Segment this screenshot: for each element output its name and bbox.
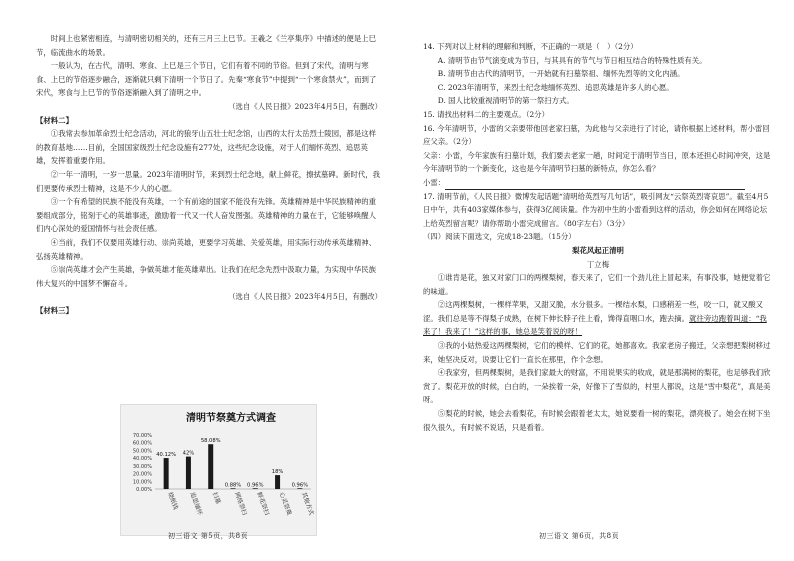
chart-title: 清明节祭奠方式调查 [186,413,276,424]
bar [231,488,236,489]
article-paragraph: ①谁肯是花，独又对家门口的两棵梨树，春天来了，它们一个劲儿往上冒起来，有事没事，她便觉着它的味道。 [423,273,771,296]
option-d: D. 国人比较重视清明节的第一祭扫方式。 [437,96,574,106]
data-label: 42% [182,450,195,457]
dialog-text: 父亲：小雷，今年家族有扫墓计划，我们要去老家一趟，时间定于清明节当日，原本还担心时间冲突，这是今年清明节的一个新变化，这也是今年清明节扫墓的新特点，你怎么看？ [423,150,771,174]
page-footer: 初三语文 第5页，共8页 [168,532,249,540]
article-author: 丁立梅 [586,259,610,269]
category-label: 心灵祭奠 [277,491,293,517]
bar [275,475,280,489]
answer-label: 小雷： [423,177,446,187]
y-tick-label: 50.00% [132,448,152,455]
page-footer: 初三语文 第6页，共8页 [539,532,620,540]
right-page-text [423,40,773,434]
paragraph: 一般认为，在古代，清明、寒食、上巳是三个节日，它们有着不同的节俗。但到了宋代，清明与寒食、上巳的节俗逐步融合，逐渐就只剩下清明一个节日了。先秦“寒食节”中提到“一个寒食禁火”，而到了宋代，寒食与上巳节的节俗逐渐融入到了清明之中。 [36,61,377,98]
question-14: 14. 下列对以上材料的理解和判断，不正确的一项是（ ）（2分） [423,42,638,51]
question-15: 15. 请找出材料二的主要观点。（2分） [423,109,549,119]
bar [297,488,302,489]
survey-chart-svg [121,405,316,535]
data-label: 18% [271,469,284,476]
category-label: 其他方式 [299,491,315,517]
material-2-title: 【材料二】 [36,115,73,125]
category-label: 扫墓 [210,491,222,505]
article-paragraph: ③我的小姑热爱这两棵梨树，它们的模样、它们的花，她都喜欢。我家老房子搬迁，父亲想把梨树移过来，她坚决反对，说要让它们一直长在那里，作个念想。 [423,341,771,364]
question-17: 17. 清明节前，《人民日报》微博发起话题“清明给英烈写几句话”，吸引网友“云祭英烈寄哀思”。截至4月5日中午，共有403家媒体参与，获得3亿阅读量。作为初中生的小雷看到这样的活动，你会如何在网络论坛上给英烈留言呢？请你帮助小雷完成留言。（80字左右）（3分） [423,191,769,228]
answer-line [423,176,773,190]
y-tick-label: 30.00% [132,463,152,470]
paragraph: ④当前，我们不仅要用英雄行动、崇尚英雄，更要学习英雄、关爱英雄，用实际行动传承英雄精神、弘扬英雄精神。 [36,237,376,261]
y-tick-label: 10.00% [132,479,152,486]
paragraph: 时间上也紧密相连，与清明密切相关的，还有三月三上巳节。王羲之《兰亭集序》中描述的便是上巳节，临流曲水的场景。 [36,34,376,57]
article-paragraph: ④我家穷，但两棵梨树，是我们家最大的财富，不用说果实的收成，就是那满树的梨花，也足够我们欣赏了。梨花开放的时候，白白的，一朵挨着一朵，好像下了雪似的，村里人都说，这是“雪中梨花”，真是美呀。 [423,368,771,405]
option-c: C. 2023年清明节，来烈士纪念地缅怀英烈、追思英雄是许多人的心愿。 [437,82,674,92]
data-label: 40.12% [156,452,177,459]
y-tick-label: 0.00% [136,487,152,493]
data-label: 0.96% [247,482,264,489]
paragraph: ⑤崇尚英雄才会产生英雄，争做英雄才能英雄辈出。让我们在纪念先烈中汲取力量，为实现中华民族伟大复兴的中国梦不懈奋斗。 [36,265,376,288]
article-paragraph-text: ②这两棵梨树，一棵样苹果，又甜又脆，水分很多。一棵结水梨，口感稍差一些，咬一口，就又酸又涩。我们总是等不得梨子成熟，在树下伸长脖子往上看，馋得直咽口水，跑去摘。 [423,300,763,323]
source-note: （选自《人民日报》2023年4月5日，有删改） [228,292,382,302]
bar [253,488,258,489]
category-label: 网络祭扫 [233,491,248,517]
article-title: 梨花风起正清明 [572,245,624,255]
y-tick-label: 40.00% [132,456,152,463]
right-page [397,0,794,561]
section-4-heading: （四）阅读下面选文，完成18-23题。（15分） [423,232,576,242]
answer-blank[interactable] [445,180,745,190]
bar [186,457,191,489]
paragraph: ②一年一清明，一岁一思量。2023年清明时节，来到烈士纪念地，献上鲜花，擦拭墓碑。新时代，我们更要传承烈士精神，这是不少人的心愿。 [36,169,381,193]
y-tick-label: 20.00% [132,471,152,478]
paragraph: ①我常去参加革命烈士纪念活动，河北的狼牙山五壮士纪念馆，山西的太行太岳烈士陵园，都是这样的教育基地……目前，全国国家级烈士纪念设施有277处，这些纪念设施，对于人们缅怀英烈、追思英雄，发挥着重要作用。 [36,129,376,166]
category-label: 追思缅怀 [188,491,204,517]
option-a: A. 清明节由节气演变成为节日，与其具有的节气与节日相互结合的特殊性质有关。 [437,55,707,65]
y-tick-label: 60.00% [132,440,152,447]
source-note: （选自《人民日报》2023年4月5日，有删改） [228,101,382,111]
paragraph: ③一个有希望的民族不能没有英雄，一个有前途的国家不能没有先锋。英雄精神是中华民族精神的重要组成部分，铭刻于心的英雄事迹，激励着一代又一代人奋发图强。英雄精神的力量在于，它能够唤醒人们内心深处的爱国情怀与社会责任感。 [36,197,376,234]
underlined-sentence: 就往旁边跑着叫道：“我来了！我来了！”这样的事，她总是笑着说的呀！ [423,313,767,337]
bar [208,444,213,489]
category-label: 鲜花祭扫 [255,491,271,517]
y-tick-label: 70.00% [132,433,152,439]
survey-chart [120,404,317,536]
data-label: 0.88% [224,482,242,489]
left-page-text [36,32,382,317]
data-label: 58.08% [200,438,221,445]
question-16: 16. 今年清明节，小雷的父亲要带他回老家扫墓，为此他与父亲进行了讨论，请你根据上述材料，帮小雷回应父亲。（2分） [423,123,770,147]
bar [164,458,169,489]
category-label: 烧纸钱 [166,491,180,511]
article-paragraph [423,298,773,339]
data-label: 0.96% [291,482,309,489]
article-paragraph: ⑤梨花的时候，她会去看梨花，有时候会跟着老太太，她说要看一树的梨花，漂亮极了。她会在树下坐很久很久，有时候不说话，只是看着。 [423,409,771,432]
material-3-title: 【材料三】 [36,305,73,315]
option-b: B. 清明节由古代的清明节，一开始就有扫墓祭祖、缅怀先烈等的文化内涵。 [437,69,685,79]
